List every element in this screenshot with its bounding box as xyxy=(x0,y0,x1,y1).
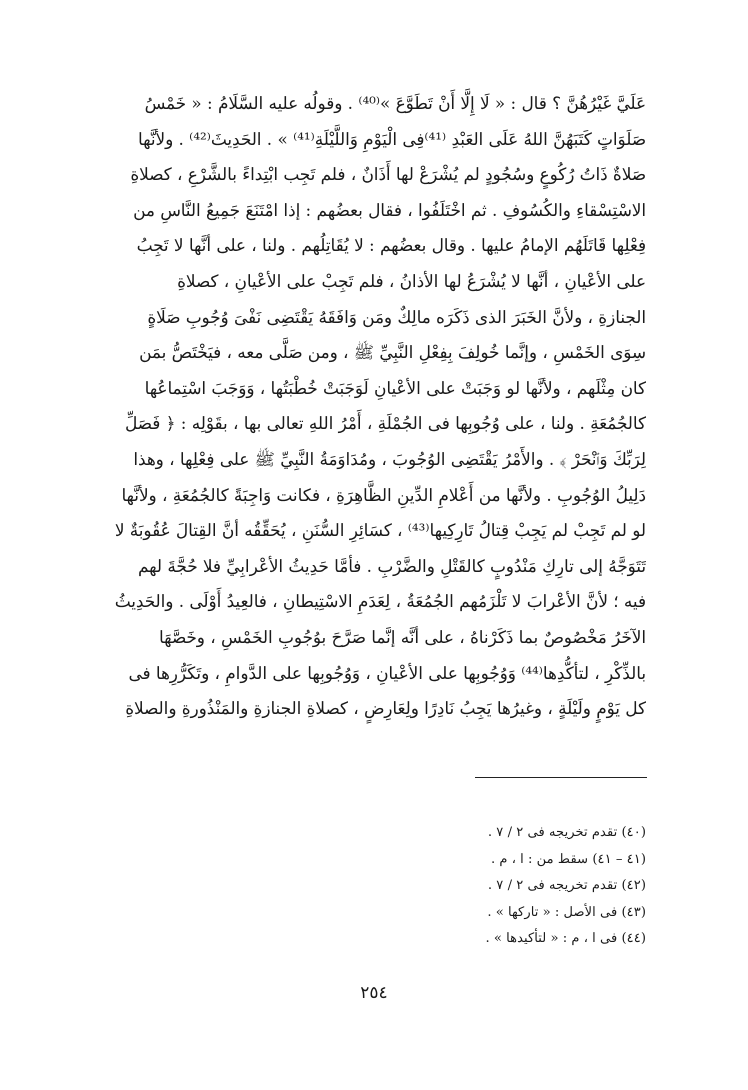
page-number: ٢٥٤ xyxy=(360,983,388,1003)
footnote: (٤٠) تقدم تخريجه فى ٢ / ٧ . xyxy=(487,825,646,840)
footnote: (٤١ – ٤١) سقط من : ا ، م . xyxy=(490,851,646,867)
text-line: صَلاةٌ ذَاتُ رُكُوعٍ وسُجُودٍ لم يُشْرَعْ لها أَذَانٌ ، فلم تَجِب ابْتِداءً بالشَّرْعِ ، كصلاةِ xyxy=(130,164,646,185)
text-line: عَلَيَّ غَيْرُهُنَّ ؟ قال : « لَا إِلَّا أَنْ تَطَوَّعَ »⁽⁴⁰⁾ . وقولُه عليه السَّلَامُ : « خَمْسُ xyxy=(144,93,646,113)
text-line: لِرَبِّكَ وَٱنْحَرْ ﴾ . والأَمْرُ يَقْتَضِى الوُجُوبَ ، ومُدَاوَمَةُ النَّبِيِّ ﷺ على فِعْلِها ، وهذا xyxy=(133,448,646,469)
text-line: كان مِثْلَهم ، ولأنَّها لو وَجَبَتْ على الأعْيانِ لَوَجَبَتْ خُطْبَتُها ، وَوَجَبَ اسْتِماعُها xyxy=(144,377,646,398)
text-line: لو لم تَجِبْ لم يَجِبْ قِتالُ تَارِكِيها⁽⁴³⁾ ، كسَائِرِ السُّنَنِ ، يُحَقِّقُه أنَّ القِتالَ عُقُوبَةٌ لا xyxy=(114,520,646,541)
footnote: (٤٣) فى الأصل : « تاركها » . xyxy=(487,904,646,920)
text-line: تَتَوَجَّهُ إلى تارِكِ مَنْدُوبٍ كالقَتْلِ والضَّرْبِ . فأمَّا حَدِيثُ الأعْرابِيِّ فلا حُجَّةَ لهم xyxy=(138,555,646,576)
text-line: بالذِّكْرِ ، لتأكُّدِها⁽⁴⁴⁾ وَوُجُوبِها على الأعْيانِ ، وَوُجُوبِها على الدَّوامِ ، وتَكَرُّرِها فى xyxy=(128,662,646,683)
text-line: فِعْلِها قَاتَلَهُم الإمامُ عليها . وقال بعضُهم : لا يُقَاتِلُهم . ولنا ، على أنَّها لا تَجِبُ xyxy=(136,235,646,256)
main-text xyxy=(104,86,646,727)
text-line: صَلَوَاتٍ كَتَبَهُنَّ اللهُ عَلَى العَبْدِ ⁽⁴¹⁾فِى الْيَوْمِ وَاللَّيْلَةِ⁽⁴¹⁾ » . الحَدِيثَ⁽⁴²⁾ . ولأنَّها xyxy=(137,128,646,149)
text-line: على الأعْيانِ ، أنَّها لا يُشْرَعُ لها الأذانُ ، فلم تَجِبْ على الأعْيانِ ، كصلاةِ xyxy=(177,270,646,291)
text-line: فيه ؛ لأنَّ الأعْرابَ لا تَلْزَمُهم الجُمُعَةُ ، لِعَدَمِ الاسْتِيطانِ ، فالعِيدُ أَوْلَى . والحَدِيثُ xyxy=(114,591,646,612)
text-line: سِوَى الخَمْسِ ، وإنَّما خُولِفَ بِفِعْلِ النَّبِيِّ ﷺ ، ومن صَلَّى معه ، فيَخْتَصُّ بمَن xyxy=(139,342,646,363)
text-line: دَلِيلُ الوُجُوبِ . ولأنَّها من أَعْلامِ الدِّينِ الظَّاهِرَةِ ، فكانت وَاجِبَةً كالجُمُعَةِ ، ولأنَّها xyxy=(121,484,646,505)
text-line: الآخَرُ مَخْصُوصٌ بما ذَكَرْناهُ ، على أنَّه إنَّما صَرَّحَ بوُجُوبِ الخَمْسِ ، وخَصَّهَا xyxy=(159,626,646,647)
text-line: الاسْتِسْقاءِ والكُسُوفِ . ثم اخْتَلَفُوا ، فقال بعضُهم : إذا امْتَنَعَ جَمِيعُ النَّاسِ من xyxy=(133,199,646,220)
footnote: (٤٤) فى ا ، م : « لتأكيدها » . xyxy=(485,931,646,947)
text-line: كل يَوْمٍ ولَيْلَةٍ ، وغيرُها يَجِبُ نَادِرًا ولِعَارِضٍ ، كصلاةِ الجنازةِ والمَنْذُورةِ والصلاةِ xyxy=(125,698,646,719)
footnotes xyxy=(300,820,646,953)
footnote-separator xyxy=(475,777,647,778)
text-line: الجنازةِ ، ولأنَّ الخَبَرَ الذى ذَكَرَه مالِكٌ ومَن وَافَقَهُ يَقْتَضِى نَفْىَ وُجُوبِ صَلَاةٍ xyxy=(147,306,646,327)
footnote: (٤٢) تقدم تخريجه فى ٢ / ٧ . xyxy=(487,878,646,894)
text-line: كالجُمُعَةِ . ولنا ، على وُجُوبِها فى الجُمْلَةِ ، أَمْرُ اللهِ تعالى بها ، بقَوْلِه : ﴿ فَصَلِّ xyxy=(124,413,646,434)
